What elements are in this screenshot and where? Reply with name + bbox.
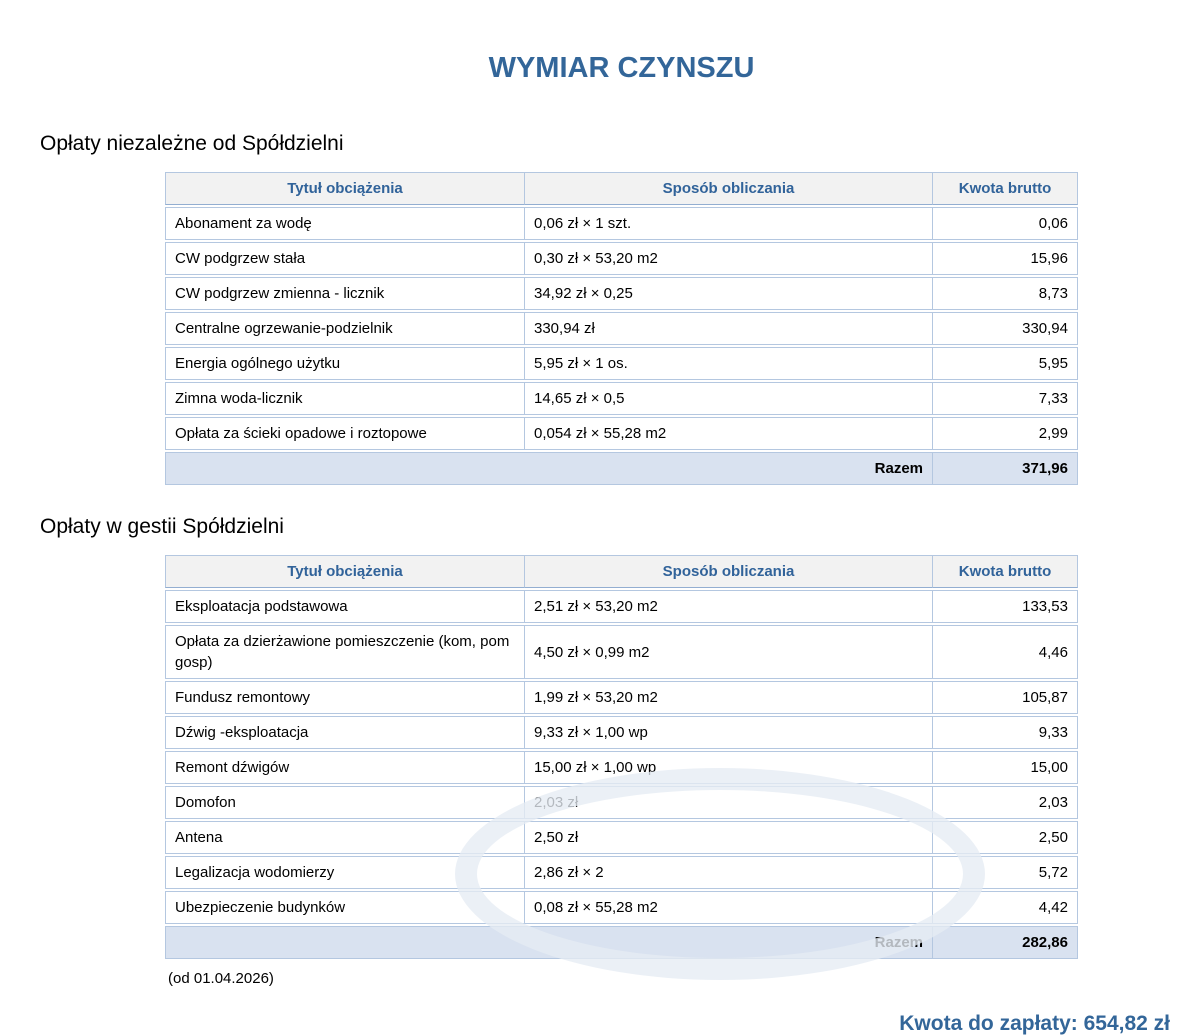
charges-section <box>0 131 1200 487</box>
charges-table <box>165 553 1078 961</box>
amount-cell: 15,96 <box>933 242 1078 275</box>
amount-cell: 133,53 <box>933 590 1078 623</box>
amount-cell: 0,06 <box>933 207 1078 240</box>
total-value: 282,86 <box>933 926 1078 959</box>
total-row <box>165 452 1078 485</box>
charge-title-cell: Opłata za dzierżawione pomieszczenie (kom, pom gosp) <box>165 625 525 679</box>
charge-row <box>165 786 1078 819</box>
total-label: Razem <box>165 452 933 485</box>
amount-cell: 2,99 <box>933 417 1078 450</box>
calculation-cell: 15,00 zł × 1,00 wp <box>525 751 933 784</box>
calculation-cell: 0,06 zł × 1 szt. <box>525 207 933 240</box>
charge-title-cell: Domofon <box>165 786 525 819</box>
charge-row <box>165 312 1078 345</box>
charges-sections-container <box>0 131 1200 989</box>
calculation-cell: 330,94 zł <box>525 312 933 345</box>
amount-cell: 8,73 <box>933 277 1078 310</box>
total-row <box>165 926 1078 959</box>
amount-cell: 7,33 <box>933 382 1078 415</box>
amount-due-total: Kwota do zapłaty: 654,82 zł <box>899 1012 1170 1035</box>
calculation-cell: 1,99 zł × 53,20 m2 <box>525 681 933 714</box>
charge-row <box>165 207 1078 240</box>
calculation-cell: 14,65 zł × 0,5 <box>525 382 933 415</box>
charge-title-cell: Centralne ogrzewanie-podzielnik <box>165 312 525 345</box>
charge-row <box>165 821 1078 854</box>
table-header-row <box>165 555 1078 588</box>
column-header: Kwota brutto <box>933 172 1078 205</box>
table-body <box>165 207 1078 450</box>
calculation-cell: 0,054 zł × 55,28 m2 <box>525 417 933 450</box>
amount-cell: 330,94 <box>933 312 1078 345</box>
amount-cell: 9,33 <box>933 716 1078 749</box>
charge-row <box>165 751 1078 784</box>
calculation-cell: 4,50 zł × 0,99 m2 <box>525 625 933 679</box>
amount-cell: 5,95 <box>933 347 1078 380</box>
amount-cell: 105,87 <box>933 681 1078 714</box>
charge-title-cell: Ubezpieczenie budynków <box>165 891 525 924</box>
charge-title-cell: Antena <box>165 821 525 854</box>
charge-title-cell: CW podgrzew stała <box>165 242 525 275</box>
amount-cell: 4,46 <box>933 625 1078 679</box>
section-heading: Opłaty w gestii Spółdzielni <box>40 515 284 538</box>
table-body <box>165 590 1078 924</box>
charge-title-cell: Opłata za ścieki opadowe i roztopowe <box>165 417 525 450</box>
charge-row <box>165 590 1078 623</box>
charge-row <box>165 382 1078 415</box>
document-title: WYMIAR CZYNSZU <box>488 52 755 84</box>
calculation-cell: 2,86 zł × 2 <box>525 856 933 889</box>
amount-cell: 2,50 <box>933 821 1078 854</box>
charge-row <box>165 625 1078 679</box>
charge-title-cell: Dźwig -eksploatacja <box>165 716 525 749</box>
charge-row <box>165 417 1078 450</box>
charges-table <box>165 170 1078 487</box>
column-header: Tytuł obciążenia <box>165 555 525 588</box>
charge-row <box>165 856 1078 889</box>
calculation-cell: 0,08 zł × 55,28 m2 <box>525 891 933 924</box>
column-header: Tytuł obciążenia <box>165 172 525 205</box>
total-label: Razem <box>165 926 933 959</box>
charge-title-cell: Eksploatacja podstawowa <box>165 590 525 623</box>
calculation-cell: 2,50 zł <box>525 821 933 854</box>
calculation-cell: 34,92 zł × 0,25 <box>525 277 933 310</box>
charge-title-cell: Legalizacja wodomierzy <box>165 856 525 889</box>
column-header: Sposób obliczania <box>525 172 933 205</box>
charge-title-cell: Fundusz remontowy <box>165 681 525 714</box>
amount-cell: 5,72 <box>933 856 1078 889</box>
amount-cell: 15,00 <box>933 751 1078 784</box>
calculation-cell: 0,30 zł × 53,20 m2 <box>525 242 933 275</box>
charge-title-cell: Remont dźwigów <box>165 751 525 784</box>
charge-row <box>165 242 1078 275</box>
charge-title-cell: CW podgrzew zmienna - licznik <box>165 277 525 310</box>
charge-row <box>165 681 1078 714</box>
charge-row <box>165 891 1078 924</box>
table-header-row <box>165 172 1078 205</box>
column-header: Kwota brutto <box>933 555 1078 588</box>
charges-section <box>0 514 1200 989</box>
total-value: 371,96 <box>933 452 1078 485</box>
amount-cell: 2,03 <box>933 786 1078 819</box>
section-heading: Opłaty niezależne od Spółdzielni <box>40 132 344 155</box>
charge-title-cell: Zimna woda-licznik <box>165 382 525 415</box>
column-header: Sposób obliczania <box>525 555 933 588</box>
calculation-cell: 2,51 zł × 53,20 m2 <box>525 590 933 623</box>
charge-title-cell: Abonament za wodę <box>165 207 525 240</box>
charge-row <box>165 716 1078 749</box>
charge-row <box>165 347 1078 380</box>
effective-date-note: (od 01.04.2026) <box>168 970 274 987</box>
calculation-cell: 5,95 zł × 1 os. <box>525 347 933 380</box>
amount-cell: 4,42 <box>933 891 1078 924</box>
calculation-cell: 2,03 zł <box>525 786 933 819</box>
charge-title-cell: Energia ogólnego użytku <box>165 347 525 380</box>
calculation-cell: 9,33 zł × 1,00 wp <box>525 716 933 749</box>
charge-row <box>165 277 1078 310</box>
